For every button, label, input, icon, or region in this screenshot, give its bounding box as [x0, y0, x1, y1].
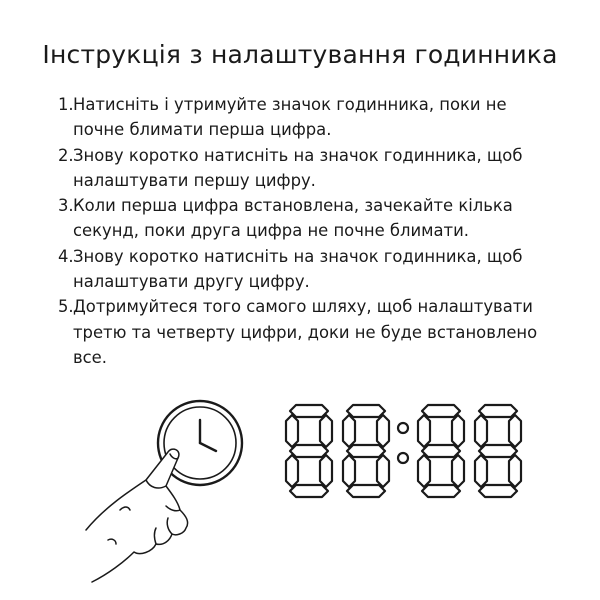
step-text: Дотримуйтеся того самого шляху, щоб налаштувати третю та четверту цифри, доки не буде встановлено все.: [73, 297, 538, 367]
list-item: [58, 143, 558, 194]
seven-segment-display-icon: [286, 405, 521, 497]
step-text: Знову коротко натисніть на значок годинника, щоб налаштувати другу цифру.: [73, 246, 523, 292]
illustration: [0, 385, 600, 600]
step-number: 1.: [58, 95, 74, 114]
list-item: [58, 294, 558, 370]
step-text: Натисніть і утримуйте значок годинника, поки не почне блимати перша цифра.: [73, 95, 507, 140]
page-title: Інструкція з налаштування годинника: [42, 40, 558, 69]
step-number: 3.: [58, 196, 74, 216]
list-item: [58, 244, 558, 295]
list-item: [58, 193, 558, 244]
step-number: 4.: [58, 246, 74, 266]
instruction-list: [58, 92, 558, 370]
list-item: [58, 92, 558, 143]
step-number: 2.: [58, 145, 74, 165]
step-text: Коли перша цифра встановлена, зачекайте кілька секунд, поки друга цифра не почне блимати.: [73, 196, 513, 241]
pointing-hand-icon: [86, 449, 188, 582]
step-number: 5.: [58, 297, 74, 317]
step-text: Знову коротко натисніть на значок годинника, щоб налаштувати першу цифру.: [73, 145, 523, 190]
